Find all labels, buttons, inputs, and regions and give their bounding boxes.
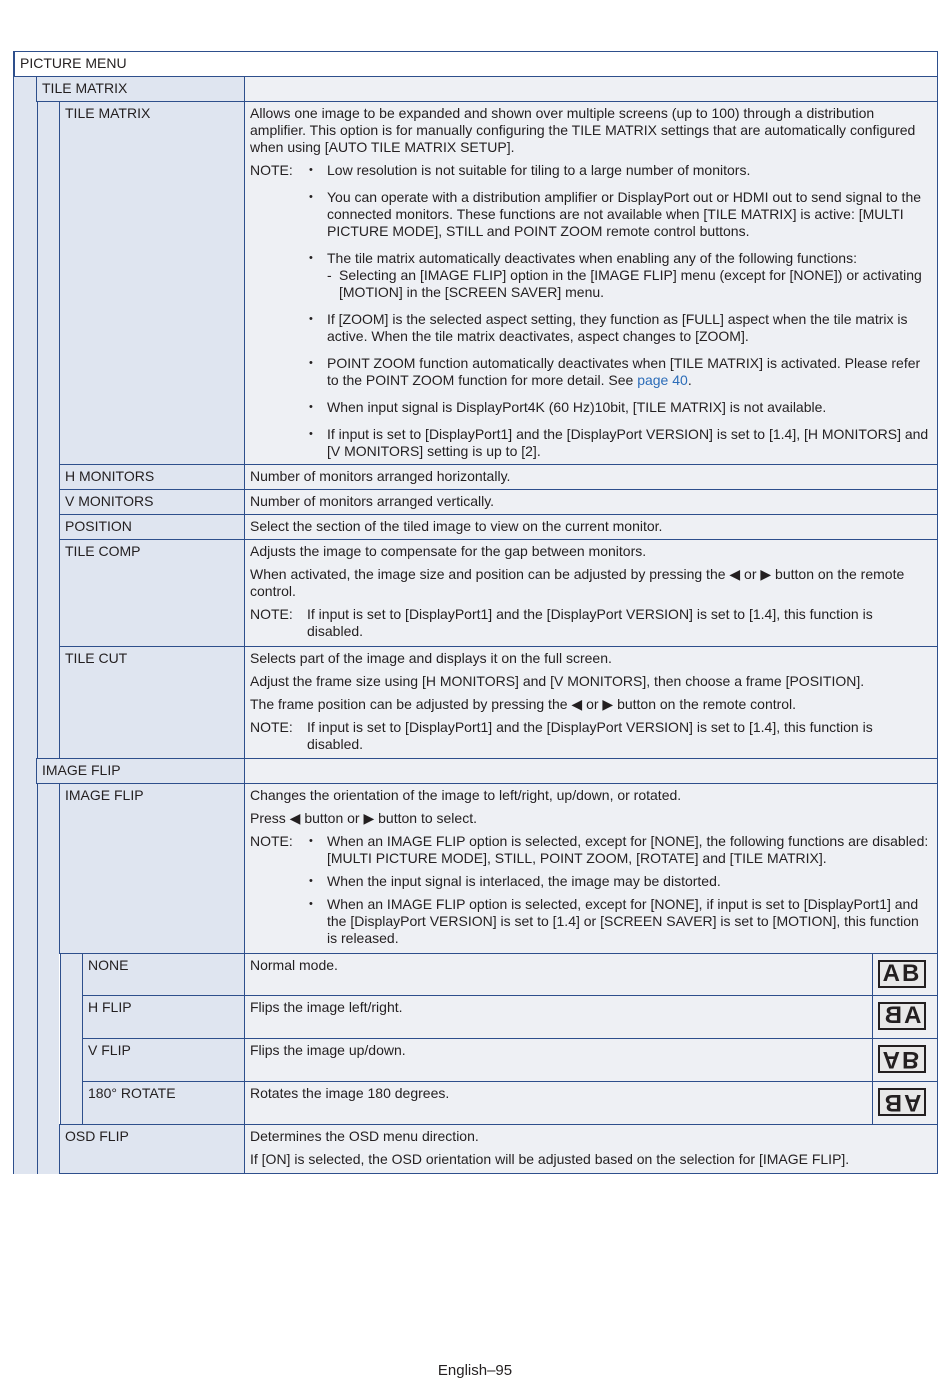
- image-flip-notes: [250, 833, 932, 947]
- tile-matrix-note-4: [307, 311, 932, 345]
- note-label: NOTE:: [250, 162, 293, 178]
- flip-option-desc-text: Flips the image left/right.: [250, 999, 403, 1015]
- note-text: POINT ZOOM function automatically deactivates when [TILE MATRIX] is activated. Please refer to the POINT ZOOM function for more detail. See: [327, 355, 921, 388]
- page-footer: English–95: [437, 1362, 513, 1379]
- note-text: If [ZOOM] is the selected aspect setting, they function as [FULL] aspect when the tile matrix is active. When the tile matrix deactivates, aspect changes to [ZOOM].: [327, 311, 908, 344]
- flip-option-hflip-image: [872, 995, 938, 1039]
- note-text: When input signal is DisplayPort4K (60 Hz)10bit, [TILE MATRIX] is not available.: [327, 399, 827, 415]
- h-monitors-label-text: H MONITORS: [65, 468, 155, 484]
- flip-option-hflip-label: [82, 995, 245, 1039]
- tile-comp-label-text: TILE COMP: [65, 543, 141, 559]
- note-text: If input is set to [DisplayPort1] and the [DisplayPort VERSION] is set to [1.4], [H MONITORS] and [V MONITORS] setting is up to [2].: [327, 426, 929, 459]
- image-flip-group-text: IMAGE FLIP: [42, 762, 121, 778]
- flip-option-label-text: V FLIP: [88, 1042, 131, 1058]
- tile-matrix-notes: [250, 162, 932, 460]
- flip-option-none-label: [82, 953, 245, 996]
- letter-a: A: [902, 1089, 922, 1116]
- tile-cut-desc-2: Adjust the frame size using [H MONITORS] and [V MONITORS], then choose a frame [POSITION].: [250, 673, 865, 689]
- flip-option-none-desc: [244, 953, 873, 996]
- h-monitors-label: [59, 464, 245, 490]
- flip-option-rotate-desc: [244, 1081, 873, 1125]
- image-flip-note-2: [307, 873, 932, 890]
- tile-matrix-note-2: [307, 189, 932, 240]
- note-label: NOTE:: [250, 833, 293, 849]
- flip-option-desc-text: Flips the image up/down.: [250, 1042, 406, 1058]
- osd-flip-label-text: OSD FLIP: [65, 1128, 129, 1144]
- tile-comp-desc-2: When activated, the image size and position can be adjusted by pressing the ◀ or ▶ button on the remote control.: [250, 566, 905, 599]
- tile-cut-note-text: If input is set to [DisplayPort1] and the [DisplayPort VERSION] is set to [1.4], this function is disabled.: [307, 719, 873, 752]
- letter-b: B: [882, 1002, 902, 1029]
- tile-cut-desc-3: The frame position can be adjusted by pressing the ◀ or ▶ button on the remote control.: [250, 696, 797, 712]
- tile-cut-desc: [244, 646, 938, 759]
- flip-option-rotate-label: [82, 1081, 245, 1125]
- ab-upside-down-icon: [878, 1045, 926, 1073]
- picture-menu-table: [13, 51, 938, 1174]
- osd-flip-label: [59, 1124, 245, 1174]
- note-label: NOTE:: [250, 606, 293, 622]
- page-40-link[interactable]: page 40: [637, 372, 688, 388]
- flip-option-vflip-image: [872, 1038, 938, 1082]
- note-text: When an IMAGE FLIP option is selected, except for [NONE], the following functions are disabled: [MULTI PICTURE MODE], STILL, POINT ZOOM, [ROTATE] and [TILE MATRIX].: [327, 833, 929, 866]
- image-flip-group-desc: [244, 758, 938, 784]
- osd-flip-desc-1: Determines the OSD menu direction.: [250, 1128, 479, 1144]
- flip-option-desc-text: Rotates the image 180 degrees.: [250, 1085, 450, 1101]
- flip-option-rotate-image: [872, 1081, 938, 1125]
- tile-matrix-intro: Allows one image to be expanded and shown over multiple screens (up to 100) through a distribution amplifier. This option is for manually configuring the TILE MATRIX settings that are automatically configured when using [AUTO TILE MATRIX SETUP].: [250, 105, 916, 155]
- position-desc: [244, 514, 938, 540]
- indent-band-level3: [60, 953, 82, 1132]
- tile-matrix-note-1: [307, 162, 932, 179]
- v-monitors-desc-text: Number of monitors arranged vertically.: [250, 493, 495, 509]
- image-flip-desc: [244, 783, 938, 954]
- image-flip-note-3: [307, 896, 932, 947]
- letter-a: A: [882, 960, 902, 987]
- tile-comp-desc: [244, 539, 938, 647]
- picture-menu-header: [14, 51, 938, 77]
- note-text: The tile matrix automatically deactivates when enabling any of the following functions:: [327, 250, 857, 266]
- letter-b: B: [902, 1046, 922, 1073]
- tile-cut-label: [59, 646, 245, 759]
- subnote-text: Selecting an [IMAGE FLIP] option in the [IMAGE FLIP] menu (except for [NONE]) or activating [MOTION] in the [SCREEN SAVER] menu.: [339, 267, 922, 300]
- osd-flip-desc-2: If [ON] is selected, the OSD orientation will be adjusted based on the selection for [IMAGE FLIP].: [250, 1151, 850, 1167]
- image-flip-group-label: [36, 758, 245, 784]
- tile-matrix-group-desc: [244, 76, 938, 102]
- flip-option-vflip-desc: [244, 1038, 873, 1082]
- note-text: Low resolution is not suitable for tiling to a large number of monitors.: [327, 162, 751, 178]
- flip-option-desc-text: Normal mode.: [250, 957, 338, 973]
- v-monitors-label-text: V MONITORS: [65, 493, 154, 509]
- flip-option-none-image: [872, 953, 938, 996]
- tile-cut-note: [250, 719, 932, 753]
- image-flip-label-text: IMAGE FLIP: [65, 787, 144, 803]
- v-monitors-label: [59, 489, 245, 515]
- h-monitors-desc-text: Number of monitors arranged horizontally.: [250, 468, 511, 484]
- v-monitors-desc: [244, 489, 938, 515]
- position-desc-text: Select the section of the tiled image to view on the current monitor.: [250, 518, 663, 534]
- tile-matrix-group-text: TILE MATRIX: [42, 80, 128, 96]
- tile-matrix-subnote: [327, 267, 932, 301]
- note-label: NOTE:: [250, 719, 293, 735]
- note-text: When the input signal is interlaced, the image may be distorted.: [327, 873, 721, 889]
- letter-a: A: [902, 1002, 922, 1029]
- tile-matrix-note-3: [307, 250, 932, 301]
- tile-matrix-label: [59, 101, 245, 465]
- tile-matrix-group-label: [36, 76, 245, 102]
- tile-cut-label-text: TILE CUT: [65, 650, 128, 666]
- flip-option-vflip-label: [82, 1038, 245, 1082]
- tile-comp-note-text: If input is set to [DisplayPort1] and the [DisplayPort VERSION] is set to [1.4], this function is disabled.: [307, 606, 873, 639]
- tile-matrix-note-5: [307, 355, 932, 389]
- image-flip-note-1: [307, 833, 932, 867]
- ab-rotated-icon: [878, 1088, 926, 1116]
- tile-comp-desc-1: Adjusts the image to compensate for the gap between monitors.: [250, 543, 647, 559]
- position-label-text: POSITION: [65, 518, 132, 534]
- image-flip-label: [59, 783, 245, 954]
- letter-b: B: [902, 960, 922, 987]
- flip-option-label-text: 180° ROTATE: [88, 1085, 176, 1101]
- indent-band-level1: [14, 77, 36, 1174]
- tile-matrix-desc: [244, 101, 938, 465]
- link-suffix: .: [687, 372, 692, 388]
- tile-matrix-note-6: [307, 399, 932, 416]
- tile-cut-desc-1: Selects part of the image and displays it on the full screen.: [250, 650, 612, 666]
- tile-comp-note: [250, 606, 932, 640]
- note-text: When an IMAGE FLIP option is selected, except for [NONE], if input is set to [DisplayPort1] and the [DisplayPort VERSION] is set to [1.4] or [SCREEN SAVER] is set to [MOTION], this function is released.: [327, 896, 919, 946]
- indent-band-level2-tile: [37, 102, 59, 759]
- position-label: [59, 514, 245, 540]
- flip-option-hflip-desc: [244, 995, 873, 1039]
- ab-normal-icon: [878, 960, 926, 988]
- tile-matrix-label-text: TILE MATRIX: [65, 105, 151, 121]
- h-monitors-desc: [244, 464, 938, 490]
- letter-b: B: [882, 1089, 902, 1116]
- tile-comp-label: [59, 539, 245, 647]
- image-flip-desc-2: Press ◀ button or ▶ button to select.: [250, 810, 477, 826]
- indent-band-level2-flip: [37, 784, 59, 1174]
- ab-mirrored-icon: [878, 1002, 926, 1030]
- flip-option-label-text: H FLIP: [88, 999, 132, 1015]
- image-flip-desc-1: Changes the orientation of the image to left/right, up/down, or rotated.: [250, 787, 682, 803]
- osd-flip-desc: [244, 1124, 938, 1174]
- flip-option-label-text: NONE: [88, 957, 129, 973]
- tile-matrix-note-7: [307, 426, 932, 460]
- note-text: You can operate with a distribution amplifier or DisplayPort out or HDMI out to send signal to the connected monitors. These functions are not available when [TILE MATRIX] is active: [MULTI PICTURE MODE], STILL and POINT ZOOM remote control buttons.: [327, 189, 922, 239]
- letter-a: A: [882, 1046, 902, 1073]
- picture-menu-title: PICTURE MENU: [20, 55, 127, 71]
